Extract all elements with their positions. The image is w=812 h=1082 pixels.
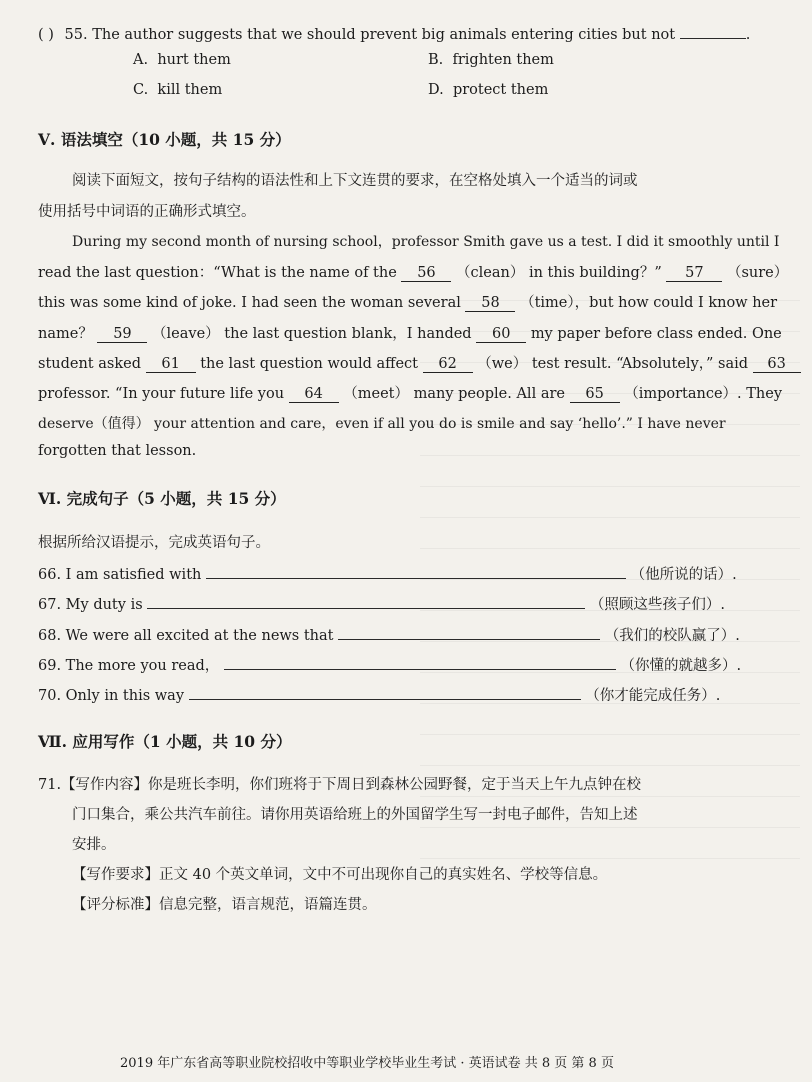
passage-line-5: student asked 61 the last question would affect 62 （we） test result. “Absolutely，” said 63 [38, 352, 801, 373]
q55-option-b: B. frighten them [428, 52, 554, 68]
answer-line-66[interactable] [206, 562, 626, 579]
sentence-67: 67. My duty is （照顾这些孩子们）. [38, 592, 725, 614]
blank-64[interactable]: 64 [289, 386, 339, 403]
passage-line-6: professor. “In your future life you 64 （meet） many people. All are 65 （importance）. They [38, 386, 783, 402]
q55-option-c: C. kill them [133, 82, 223, 98]
q71-line-3: 安排。 [72, 837, 116, 853]
answer-line-69[interactable] [224, 653, 616, 670]
blank-62[interactable]: 62 [423, 356, 473, 373]
section6-title: Ⅵ. 完成句子（5 小题，共 15 分） [38, 489, 286, 508]
blank-59[interactable]: 59 [97, 326, 147, 343]
sentence-68: 68. We were all excited at the news that （我们的校队赢了）. [38, 623, 740, 645]
blank-60[interactable]: 60 [476, 326, 526, 343]
passage-line-2: read the last question：“What is the name of the 56 （clean） in this building？” 57 （sure） [38, 265, 789, 281]
q55-stem: ( ) 55. The author suggests that we should prevent big animals entering cities but not . [38, 22, 750, 43]
q55-paren: ( ) [38, 27, 54, 43]
answer-line-68[interactable] [338, 623, 600, 640]
q71-line-1: 71.【写作内容】你是班长李明，你们班将于下周日到森林公园野餐，定于当天上午九点钟在校 [38, 777, 642, 793]
blank-58[interactable]: 58 [465, 295, 515, 312]
passage-line-7: deserve（值得） your attention and care，even if all you do is smile and say ‘hello’.” I have never [38, 416, 726, 432]
q71-line-2: 门口集合，乘公共汽车前往。请你用英语给班上的外国留学生写一封电子邮件，告知上述 [72, 807, 638, 823]
section5-instruction-2: 使用括号中词语的正确形式填空。 [38, 204, 256, 220]
blank-56[interactable]: 56 [401, 265, 451, 282]
answer-line-70[interactable] [189, 683, 581, 700]
passage-line-1: During my second month of nursing school，professor Smith gave us a test. I did it smoothly until I [72, 234, 780, 250]
q55-option-d: D. protect them [428, 82, 549, 98]
blank-63[interactable]: 63 [753, 356, 801, 373]
q55-text: 55. The author suggests that we should prevent big animals entering cities but not [64, 27, 676, 43]
sentence-69: 69. The more you read， （你懂的就越多）. [38, 653, 741, 675]
section7-title: Ⅶ. 应用写作（1 小题，共 10 分） [38, 732, 292, 751]
passage-line-8: forgotten that lesson. [38, 443, 197, 459]
answer-line-67[interactable] [147, 592, 585, 609]
q71-requirements: 【写作要求】正文 40 个英文单词，文中不可出现你自己的真实姓名、学校等信息。 [72, 867, 608, 883]
page-footer: 2019 年广东省高等职业院校招收中等职业学校毕业生考试 · 英语试卷 共 8 页 第 8 页 [120, 1056, 614, 1071]
q55-option-a: A. hurt them [133, 52, 231, 68]
sentence-70: 70. Only in this way （你才能完成任务）. [38, 683, 720, 705]
passage-line-4: name？ 59 （leave） the last question blank，I handed 60 my paper before class ended. One [38, 326, 782, 342]
section5-instruction-1: 阅读下面短文，按句子结构的语法性和上下文连贯的要求，在空格处填入一个适当的词或 [72, 173, 638, 189]
blank-61[interactable]: 61 [146, 356, 196, 373]
section5-title: Ⅴ. 语法填空（10 小题，共 15 分） [38, 130, 291, 149]
section6-instruction: 根据所给汉语提示，完成英语句子。 [38, 535, 270, 551]
blank-65[interactable]: 65 [570, 386, 620, 403]
q71-criteria: 【评分标准】信息完整，语言规范，语篇连贯。 [72, 897, 377, 913]
blank-57[interactable]: 57 [666, 265, 722, 282]
q55-blank [680, 22, 746, 39]
sentence-66: 66. I am satisfied with （他所说的话）. [38, 562, 737, 584]
passage-line-3: this was some kind of joke. I had seen the woman several 58 （time），but how could I know her [38, 295, 778, 311]
